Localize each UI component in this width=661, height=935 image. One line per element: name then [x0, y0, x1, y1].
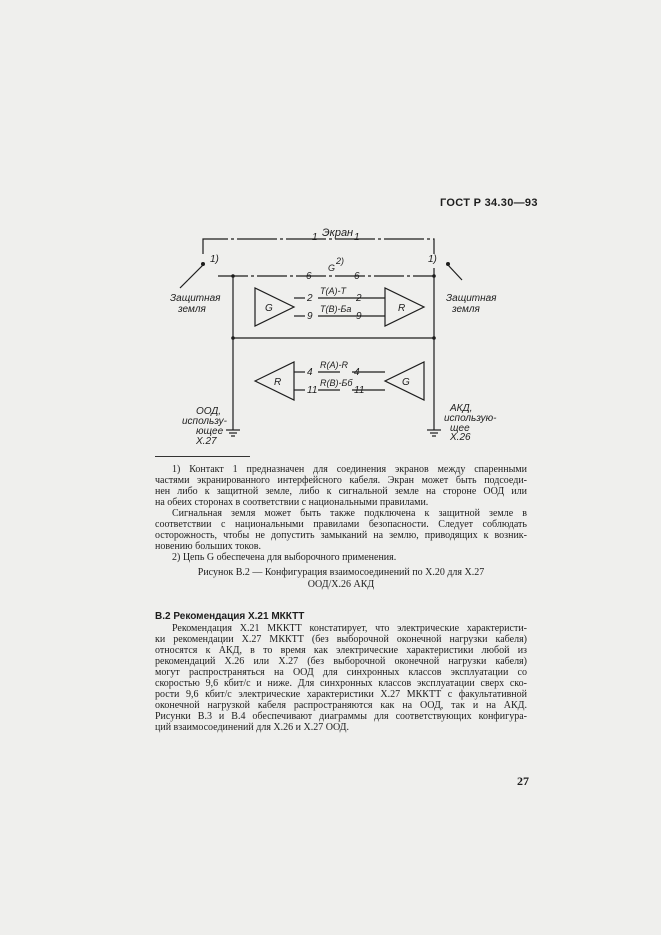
footnote-line: нен либо к защитной земле, либо к сигнальной земле на стороне ООД или — [155, 486, 527, 497]
section-line: скоростью 9,6 кбит/с и ниже. Для синхронных классов эксплуатации сверх ско- — [155, 678, 527, 689]
pin-9-right: 9 — [356, 311, 362, 322]
right-device-2: использую- — [444, 413, 497, 424]
section-line: рости 9,6 кбит/с электрические характеристики Х.27 МККТТ с факультативной — [155, 689, 527, 700]
line-r-label: R(A)-R — [320, 360, 348, 370]
footnote-line: Сигнальная земля может быть также подключена к защитной земле в — [172, 508, 527, 519]
left-device-2: использу- — [182, 416, 227, 427]
right-device-3: щее — [450, 423, 470, 434]
right-device-4: Х.26 — [450, 432, 471, 443]
figure-caption-line-2: ООД/Х.26 АКД — [307, 579, 375, 590]
page-number: 27 — [517, 774, 529, 788]
footnote-line: на обеих сторонах в соответствии с национальными правилами. — [155, 497, 429, 508]
footnote-rule — [155, 456, 250, 457]
screen-wire — [203, 239, 434, 254]
r-triangle-label: R — [398, 303, 406, 314]
right-ground-label-1: Защитная — [446, 293, 497, 304]
footnote-line: новению больших токов. — [155, 541, 261, 552]
g-label-top: G — [328, 263, 336, 273]
pin-2-left: 2 — [307, 293, 313, 304]
section-line: рекомендаций Х.26 или Х.27 (без выборочной оконечной нагрузки кабеля) — [155, 656, 527, 667]
left-ground-label-1: Защитная — [170, 293, 221, 304]
standard-header: ГОСТ Р 34.30—93 — [440, 197, 538, 209]
footnote-line: соответствии с национальными правилами безопасности. Следует соблюдать — [155, 519, 527, 530]
left-ground-label-2: земля — [178, 304, 206, 315]
left-device-1: ООД, — [196, 406, 222, 417]
line-tb-label: T(B)-Ба — [320, 304, 352, 314]
section-line: ций взаимосоединений для Х.26 и Х.27 ООД. — [155, 722, 349, 733]
figure-caption-line-1: Рисунок В.2 — Конфигурация взаимосоединений по Х.20 для Х.27 — [197, 567, 485, 578]
pin-4-left: 4 — [307, 367, 313, 378]
pin-11-left: 11 — [307, 385, 318, 396]
right-ground-label-2: земля — [452, 304, 480, 315]
screen-label: Экран — [322, 227, 354, 239]
section-line: Рисунки В.3 и В.4 обеспечивают диаграммы для соответствующих конфигура- — [155, 711, 527, 722]
right-device-1: АКД, — [450, 403, 473, 414]
section-line: ки рекомендации Х.27 МККТТ (без выборочной оконечной нагрузки кабеля) — [155, 634, 527, 645]
section-line: Рекомендация Х.21 МККТТ констатирует, что электрические характеристи- — [172, 623, 527, 634]
pin-4-right: 4 — [354, 367, 360, 378]
footnote-line: осторожность, чтобы не допустить замыканий на землю, приводящих к возник- — [155, 530, 527, 541]
section-title: В.2 Рекомендация Х.21 МККТТ — [155, 611, 305, 622]
line-rb-label: R(B)-Бб — [320, 378, 353, 388]
pin-2-right: 2 — [356, 293, 362, 304]
pin-9-left: 9 — [307, 311, 313, 322]
footnote-line: 2) Цепь G обеспечена для выборочного применения. — [172, 552, 397, 563]
section-line: относятся к АКД, в то время как электрические характеристики любой из — [155, 645, 527, 656]
pin-11-right: 11 — [354, 385, 365, 396]
section-line: оконечной нагрузкой кабеля распространяются как на ООД, так и на АКД. — [155, 700, 527, 711]
footnote-line: 1) Контакт 1 предназначен для соединения экранов между спаренными — [172, 464, 527, 475]
g-triangle-label-2: G — [402, 377, 410, 388]
left-device-3: ющее — [196, 426, 224, 437]
left-device-4: Х.27 — [196, 436, 217, 447]
g-driver-triangle — [255, 288, 294, 326]
footnote-line: частями экранированного интерфейсного кабеля. Экран может быть подсоеди- — [155, 475, 527, 486]
g-triangle-label: G — [265, 303, 273, 314]
note-1-left: 1) — [210, 254, 219, 265]
line-t-label: T(A)-T — [320, 286, 346, 296]
pin-1-left: 1 — [312, 232, 318, 243]
pin-6-left: 6 — [306, 271, 312, 282]
section-line: могут распространяться на ООД для синхронных классов эксплуатации со — [155, 667, 527, 678]
left-switch — [188, 265, 203, 280]
pin-6-right: 6 — [354, 271, 360, 282]
pin-1-right: 1 — [354, 232, 360, 243]
r-triangle-label-2: R — [274, 377, 282, 388]
note-1-right: 1) — [428, 254, 437, 265]
note-2: 2) — [336, 256, 345, 266]
right-switch — [448, 265, 462, 280]
